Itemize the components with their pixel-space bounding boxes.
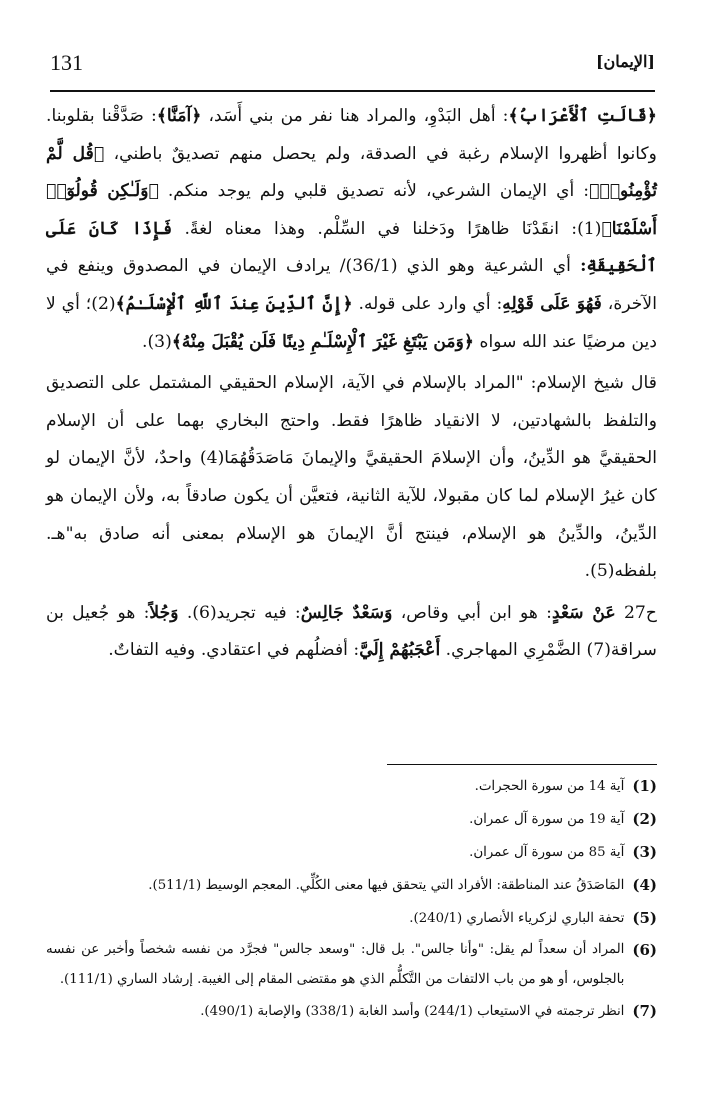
- footnote-text: آية 14 من سورة الحجرات.: [474, 779, 625, 794]
- footnotes: [46, 770, 657, 1028]
- page-number: 131: [50, 50, 83, 75]
- main-text: [46, 98, 657, 670]
- footnote-ref: (5): [590, 561, 615, 582]
- hadith-quote: فَهُوَ عَلَى قَوْلِهِ: [502, 293, 602, 314]
- footnote: [46, 836, 657, 869]
- footnote-ref: (4): [199, 448, 225, 469]
- footnote: [46, 869, 657, 902]
- paragraph-2: [46, 365, 657, 591]
- commentary-text: ؛ أي لا دين مرضيًا عند الله سواه: [46, 293, 657, 352]
- quran-quote: ﴿وَمَن يَبْتَغِ غَيْرَ ٱلْإِسْلَـٰمِ دِينًا فَلَن يُقْبَلَ مِنْهُ﴾: [171, 331, 474, 352]
- commentary-text: : انقَدْنَا ظاهرًا ودَخلنا في السِّلْم. وهذا معناه لغةً.: [172, 218, 578, 239]
- footnote: [46, 770, 657, 803]
- footnote-text: المراد أن سعداً لم يقل: "وأنا جالس". بل قال: "وسعد جالس" فجرَّد من نفسه شخصاً وأخبر عن نفسه بالجلوس، أو هو من باب الالتفات من التَّكلُّم الذي هو مقتضى المقام إلى الغيبة. إرشاد الساري (111/1).: [46, 942, 625, 987]
- hadith-quote: وَجُلاً: [149, 602, 179, 623]
- quran-quote: ﴿آمَنَّا﴾: [156, 106, 202, 126]
- footnote-number: (3): [632, 843, 657, 861]
- commentary-text: واحدٌ، لأنَّ الإيمان لو كان غيرُ الإسلام لما كان مقبولا، للآية الثانية، فتعيَّن أن يكون صادقاً به، ولأن الإيمان هو الدِّينُ، والدِّينُ هو الإسلام، فينتج أنَّ الإيمانَ هو الإسلام بمعنى أنه صادق به"هـ. بلفظه: [46, 448, 657, 582]
- commentary-text: قال شيخ الإسلام: "المراد بالإسلام في الآية، الإسلام الحقيقي المشتمل على التصديق والتلفظ بالشهادتين، لا الانقياد ظاهرًا فقط. واحتج البخاري بهما على أن الإسلام الحقيقيَّ هو الدِّينُ، وأن الإسلامَ الحقيقيَّ والإيمانَ مَاصَدَقُهُمَا: [46, 373, 657, 469]
- footnote-text: آية 19 من سورة آل عمران.: [469, 812, 625, 827]
- hadith-quote: فَإِذَا كَانَ عَلَى ٱلْحَقِيقَةِ:: [46, 218, 657, 277]
- footnote-separator: [387, 764, 657, 765]
- quran-quote: ﴿قَالَتِ ٱلْأَعْرَابُ﴾: [508, 106, 657, 126]
- footnote-ref: (3): [147, 331, 172, 352]
- commentary-text: أي الشرعية وهو الذي (36/1)/ يرادف الإيمان في المصدوق وينفع في الآخرة،: [46, 256, 658, 314]
- commentary-text: : أهل البَدْوِ، والمراد هنا نفر من بني أَسَد،: [201, 106, 509, 126]
- page-header: [50, 50, 655, 92]
- footnote-number: (1): [632, 777, 657, 795]
- quran-quote: ﴿قُل لَّمْ تُؤْمِنُوا۟﴾: [46, 143, 657, 202]
- hadith-quote: عَنْ سَعْدٍ: [551, 602, 616, 623]
- commentary-text: : صَدَّقْنا بقلوبنا. وكانوا أظهروا الإسلام رغبة في الصدقة، ولم يحصل منهم تصديقٌ باطني،: [46, 106, 657, 164]
- quran-quote: ﴿إِنَّ ٱلدِّينَ عِندَ ٱللَّهِ ٱلْإِسْلَـٰمُ﴾: [115, 293, 353, 314]
- footnote-number: (2): [632, 810, 657, 828]
- hadith-quote: أَعْجَبُهُمْ إِلَيَّ: [359, 640, 441, 661]
- commentary-text: الضَّمْرِي المهاجري.: [440, 640, 587, 661]
- commentary-text: : فيه تجريد: [216, 602, 301, 623]
- footnote-text: تحفة الباري لزكرياء الأنصاري (240/1).: [409, 911, 625, 926]
- footnote-ref: (2): [91, 293, 116, 314]
- commentary-text: : أي الإيمان الشرعي، لأنه تصديق قلبي ولم يوجد منكم.: [158, 181, 590, 202]
- footnote-ref: (7): [586, 640, 611, 661]
- commentary-text: .: [178, 602, 193, 623]
- footnote-text: آية 85 من سورة آل عمران.: [469, 845, 625, 860]
- footnote-ref: (6): [192, 602, 217, 623]
- running-title: [الإيمان]: [595, 52, 655, 71]
- hadith-quote: وَسَعْدٌ جَالِسٌ: [300, 602, 393, 623]
- footnote: [46, 803, 657, 836]
- footnote-ref: (1): [577, 218, 602, 239]
- footnote: [46, 902, 657, 935]
- paragraph-3: [46, 595, 657, 670]
- commentary-text: : أفضلُهم في اعتقادي. وفيه التفاتٌ.: [108, 640, 360, 661]
- commentary-text: .: [584, 561, 591, 582]
- quran-quote: ﴿وَلَـٰكِن قُولُوٓا۟ أَسْلَمْنَا﴾: [46, 181, 657, 239]
- footnote: [46, 935, 657, 995]
- commentary-text: : هو ابن أبي وقاص،: [392, 602, 552, 623]
- footnote: [46, 995, 657, 1028]
- footnote-number: (4): [632, 876, 657, 894]
- footnote-number: (6): [632, 941, 657, 959]
- commentary-text: .: [141, 331, 148, 352]
- footnote-number: (5): [632, 909, 657, 927]
- paragraph-1: [46, 98, 657, 361]
- footnote-text: انظر ترجمته في الاستيعاب (244/1) وأسد الغابة (338/1) والإصابة (490/1).: [200, 1004, 625, 1019]
- footnote-text: المَاصَدَقُ عند المناطقة: الأفراد التي يتحقق فيها معنى الكُلِّي. المعجم الوسيط (511/1).: [148, 878, 625, 893]
- commentary-text: : هو جُعيل بن سراقة: [46, 602, 657, 661]
- footnote-number: (7): [632, 1002, 657, 1020]
- commentary-text: : أي وارد على قوله.: [352, 293, 503, 314]
- hadith-number: ح27: [615, 602, 657, 623]
